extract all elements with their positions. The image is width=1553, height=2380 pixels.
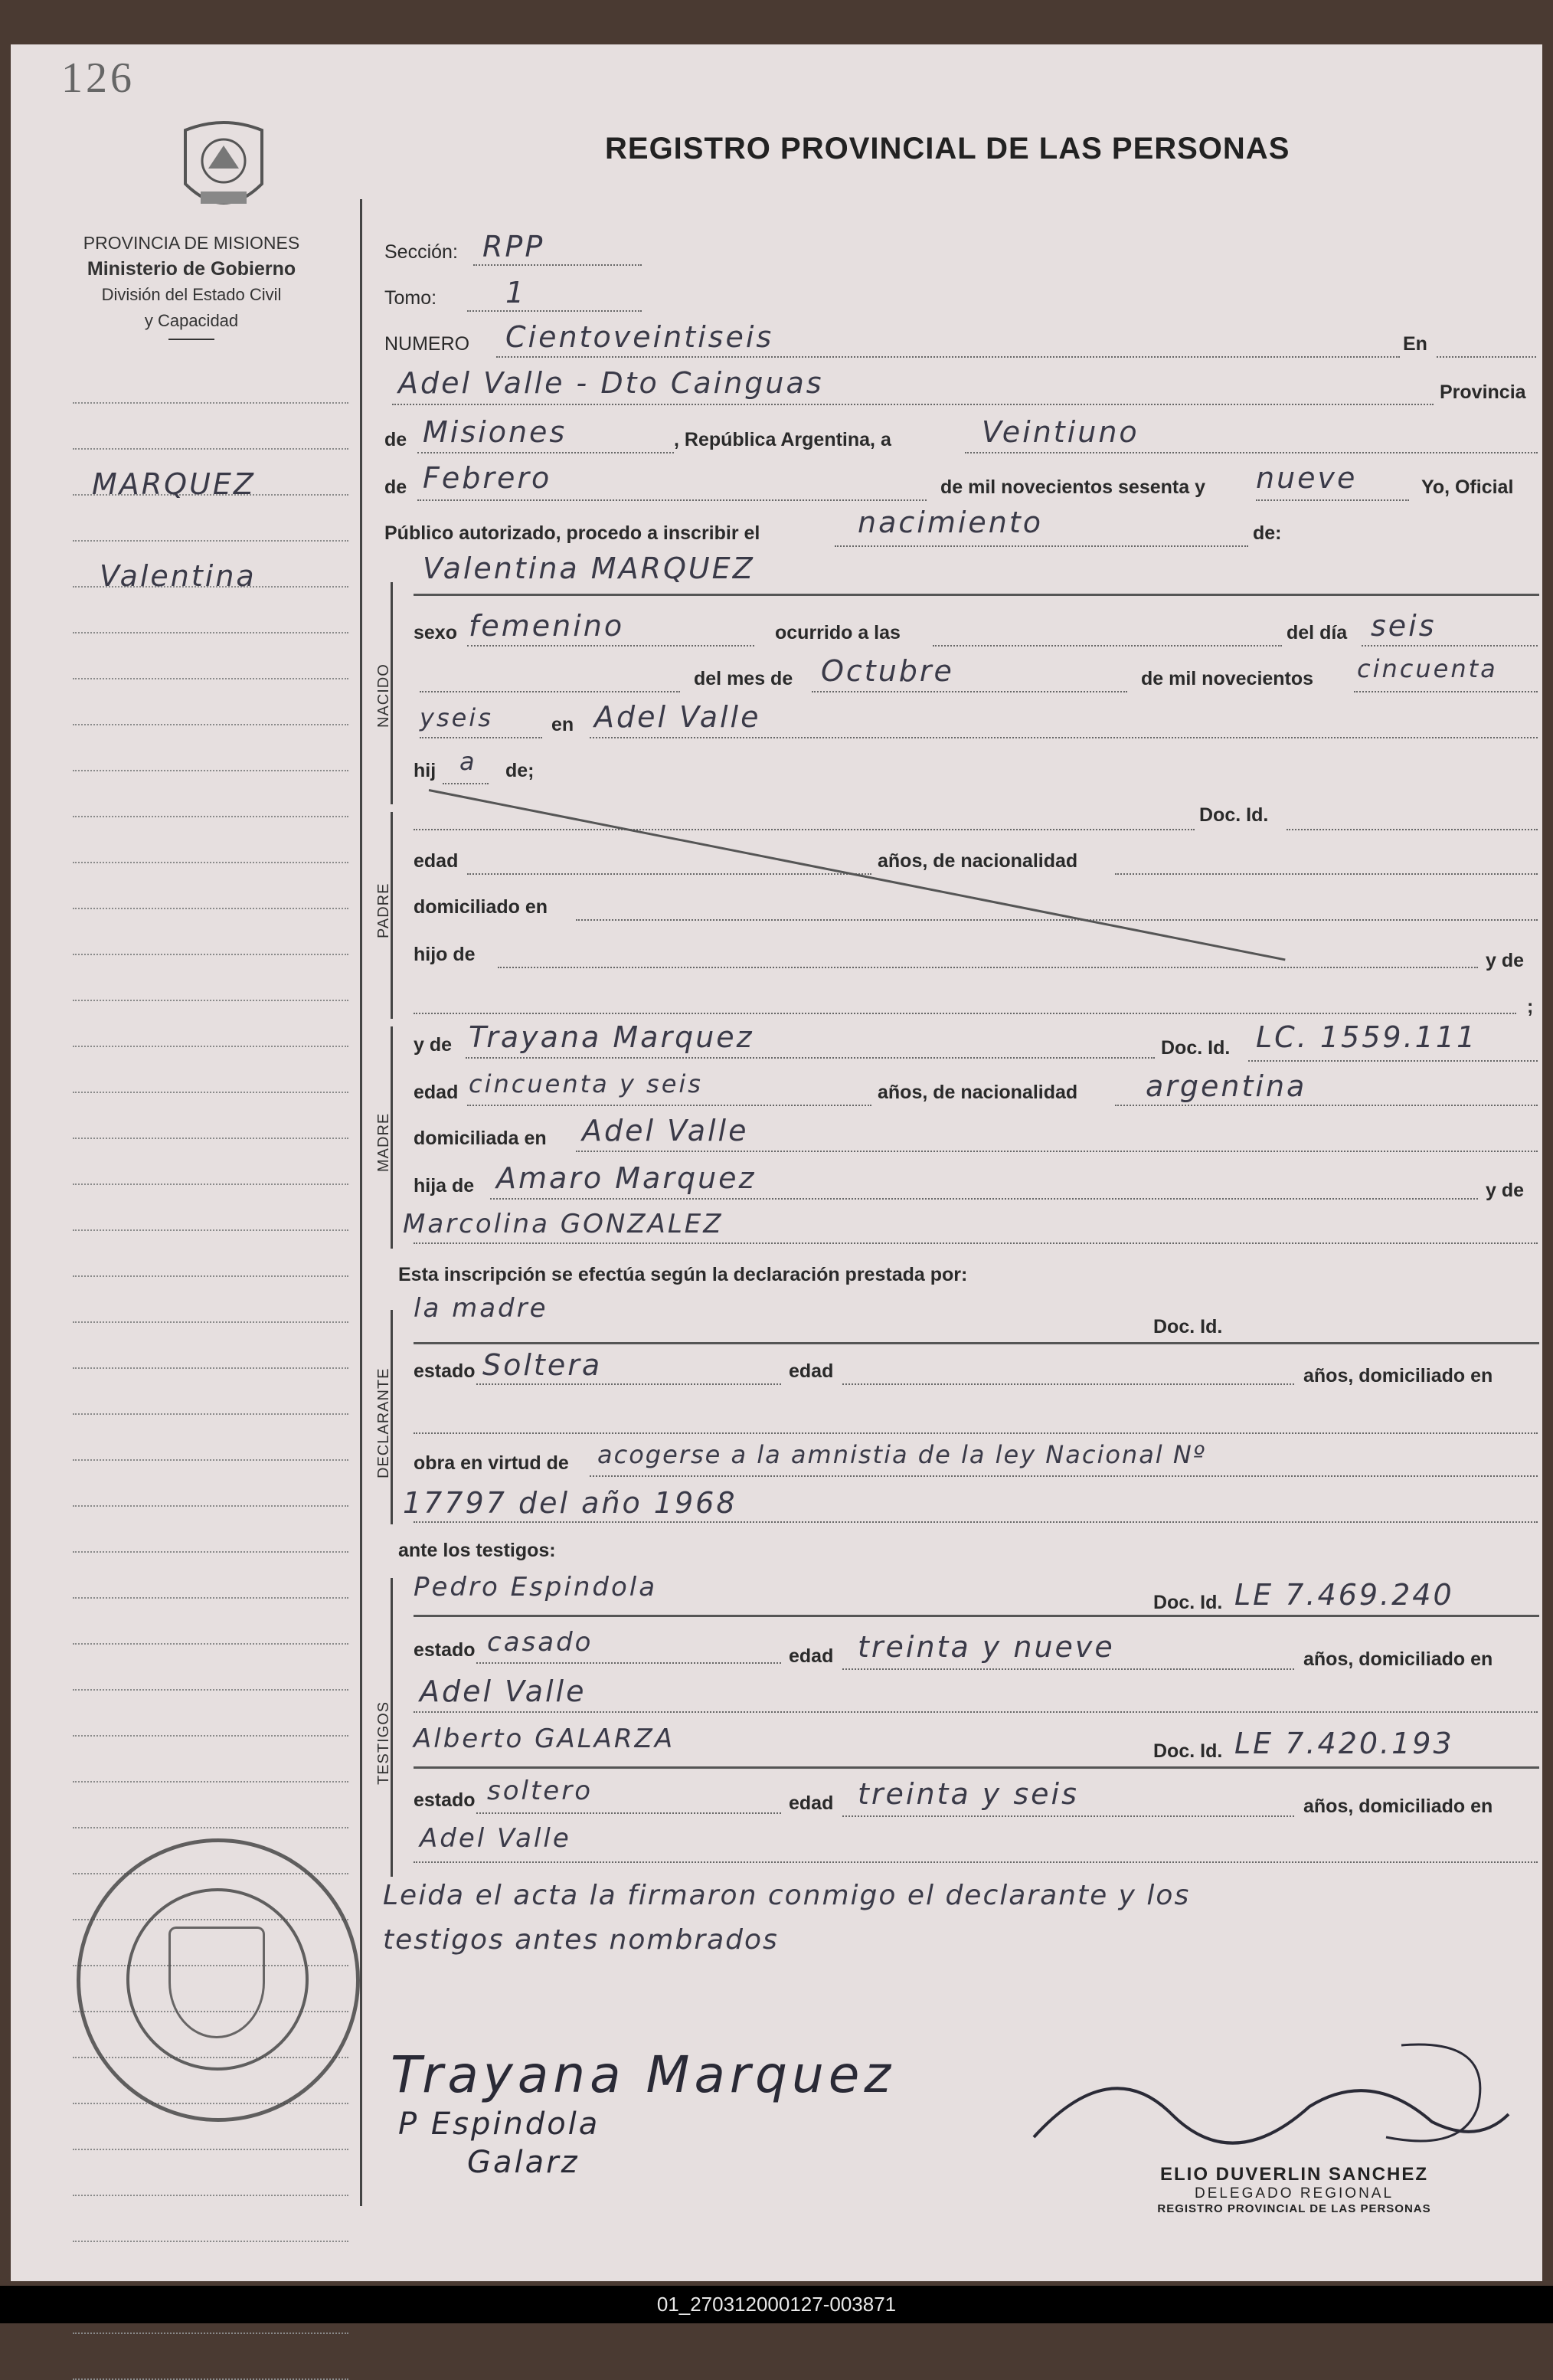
label-en2: en <box>551 714 574 735</box>
margin-rule-line <box>73 1735 348 1737</box>
label-testigo2-estado: estado <box>414 1789 476 1811</box>
label-declarante-anos: años, domiciliado en <box>1303 1365 1493 1386</box>
label-ocurrido: ocurrido a las <box>775 622 901 643</box>
value-lugar: Adel Valle - Dto Cainguas <box>398 366 824 400</box>
dots-padre-nac <box>1115 873 1538 875</box>
value-lugar-nac: Adel Valle <box>594 700 761 734</box>
value-madre-dom: Adel Valle <box>582 1114 749 1147</box>
dots-sexo <box>467 645 754 647</box>
dots-hij <box>443 783 489 784</box>
section-nacido: NACIDO <box>375 663 392 728</box>
signature-official-icon <box>1018 2022 1524 2175</box>
section-testigos: TESTIGOS <box>375 1701 392 1785</box>
dots-anio-inscripcion <box>1256 499 1409 501</box>
margin-rule-line <box>73 1138 348 1139</box>
margin-rule-line <box>73 1000 348 1001</box>
margin-rule-line <box>73 770 348 771</box>
label-en: En <box>1403 333 1427 355</box>
margin-rule-line <box>73 1643 348 1645</box>
margin-rule-line <box>73 1551 348 1553</box>
dots-declarante-edad <box>842 1383 1294 1385</box>
department-header <box>46 230 337 345</box>
value-mes-inscripcion: Febrero <box>423 461 552 495</box>
dots-testigo2-dom <box>414 1861 1538 1863</box>
margin-rule-line <box>73 678 348 679</box>
dots-madre-abuela <box>414 1242 1538 1244</box>
label-padre-dom: domiciliado en <box>414 896 548 918</box>
closing-line-1: Leida el acta la firmaron conmigo el declarante y los <box>383 1880 1191 1911</box>
official-name: ELIO DUVERLIN SANCHEZ <box>1159 2164 1428 2185</box>
label-padre-semicolon: ; <box>1527 996 1534 1017</box>
dots-testigo2-edad <box>842 1815 1294 1817</box>
value-sexo: femenino <box>469 609 625 643</box>
margin-rule-line <box>73 2195 348 2196</box>
margin-rule-line <box>73 2149 348 2150</box>
label-testigo1-edad: edad <box>789 1645 834 1667</box>
section-declarante: DECLARANTE <box>375 1367 392 1478</box>
dots-madre-nac <box>1115 1105 1538 1106</box>
label-testigo1-estado: estado <box>414 1639 476 1661</box>
margin-rule-line <box>73 1597 348 1599</box>
margin-rule-line <box>73 1321 348 1323</box>
value-hij: a <box>459 747 477 776</box>
label-declarante-doc: Doc. Id. <box>1153 1316 1223 1337</box>
margin-rule-line <box>73 954 348 955</box>
value-anio-inscripcion: nueve <box>1256 461 1358 495</box>
value-mes: Octubre <box>821 654 954 688</box>
value-provincia: Misiones <box>423 415 567 449</box>
value-testigo2-edad: treinta y seis <box>858 1777 1079 1811</box>
value-madre-nac: argentina <box>1146 1069 1307 1103</box>
value-anio: cincuenta <box>1357 654 1498 683</box>
value-testigo2-estado: soltero <box>487 1776 593 1806</box>
value-testigo1-dom: Adel Valle <box>420 1675 587 1708</box>
value-madre-nombre: Trayana Marquez <box>469 1020 754 1054</box>
value-dia-inscripcion: Veintiuno <box>982 415 1139 449</box>
value-seccion: RPP <box>482 230 545 264</box>
dots-hora <box>933 645 1282 647</box>
section-madre: MADRE <box>375 1112 392 1172</box>
label-de2: de <box>384 476 407 498</box>
dots-seccion <box>473 264 642 266</box>
label-hij: hij <box>414 760 436 781</box>
label-seccion: Sección: <box>384 241 458 263</box>
value-nombre: Valentina MARQUEZ <box>423 552 755 585</box>
dots-anio <box>1354 691 1538 692</box>
official-org: REGISTRO PROVINCIAL DE LAS PERSONAS <box>1157 2202 1431 2215</box>
signature-testigo1: P Espindola <box>398 2107 600 2142</box>
margin-rule-line <box>73 908 348 909</box>
dots-padre-hijo <box>498 967 1478 968</box>
line-testigo1 <box>414 1615 1539 1617</box>
label-testigo2-anos: años, domiciliado en <box>1303 1796 1493 1817</box>
dots-madre-dom <box>576 1151 1538 1152</box>
margin-rule-line <box>73 862 348 863</box>
dots-madre-nombre <box>466 1057 1155 1059</box>
margin-surname: MARQUEZ <box>92 467 256 501</box>
label-testigo2-edad: edad <box>789 1792 834 1814</box>
dots-obra-2 <box>414 1521 1538 1523</box>
dept-ministry: Ministerio de Gobierno <box>87 258 296 280</box>
dept-division: División del Estado Civil <box>101 285 282 304</box>
value-numero: Cientoveintiseis <box>505 320 774 354</box>
label-declaracion: Esta inscripción se efectúa según la declaración prestada por: <box>398 1264 968 1285</box>
label-del-dia: del día <box>1287 622 1348 643</box>
label-mil-novecientos: de mil novecientos <box>1141 668 1314 689</box>
dots-padre-dom <box>576 919 1538 921</box>
dots-lugar-nac <box>590 737 1538 738</box>
value-dia: seis <box>1371 609 1437 643</box>
margin-rule-line <box>73 1367 348 1369</box>
dots-numero <box>496 356 1400 358</box>
dots-en <box>1437 356 1536 358</box>
label-madre-y-de: y de <box>414 1034 453 1056</box>
value-declarante-estado: Soltera <box>482 1348 603 1382</box>
dots-mes-inscripcion <box>417 499 927 501</box>
dots-madre-doc <box>1248 1060 1538 1062</box>
dots-padre-edad <box>467 873 871 875</box>
label-mil-sesenta: de mil novecientos sesenta y <box>940 476 1205 498</box>
dots-mes <box>812 691 1127 692</box>
label-ante-testigos: ante los testigos: <box>398 1540 556 1561</box>
dots-lugar <box>392 404 1434 405</box>
signature-testigo2: Galarz <box>467 2145 580 2180</box>
margin-rule-line <box>73 2241 348 2242</box>
label-madre-hija: hija de <box>414 1175 475 1197</box>
margin-name: Valentina <box>100 559 257 593</box>
dots-dia-inscripcion <box>965 452 1538 453</box>
label-madre-dom: domiciliada en <box>414 1128 547 1149</box>
label-padre-hijo: hijo de <box>414 944 476 965</box>
dots-declarante-dom <box>414 1432 1538 1434</box>
label-madre-edad: edad <box>414 1082 459 1103</box>
label-de-colon: de: <box>1253 522 1282 544</box>
dots-declarante-estado <box>476 1383 781 1385</box>
dots-acto <box>835 545 1248 547</box>
dots-padre-abuela <box>414 1013 1516 1014</box>
label-obra: obra en virtud de <box>414 1452 569 1474</box>
line-nombre <box>414 594 1539 596</box>
label-republica: , República Argentina, a <box>674 429 891 450</box>
province-seal-icon <box>178 115 270 222</box>
value-testigo1-estado: casado <box>487 1627 593 1658</box>
value-testigo2-dom: Adel Valle <box>420 1823 571 1854</box>
value-obra-1: acogerse a la amnistia de la ley Nacional Nº <box>597 1440 1206 1469</box>
value-testigo1-edad: treinta y nueve <box>858 1630 1115 1664</box>
dots-obra <box>590 1475 1538 1477</box>
dots-testigo1-estado <box>476 1662 781 1664</box>
dots-madre-hija <box>490 1198 1478 1200</box>
margin-rule-line <box>73 540 348 542</box>
dots-anio-cont <box>420 737 542 738</box>
closing-line-2: testigos antes nombrados <box>383 1924 779 1956</box>
dots-pre-mes <box>420 691 680 692</box>
line-declarante <box>414 1342 1539 1344</box>
dots-testigo1-dom <box>414 1711 1538 1713</box>
value-testigo2: Alberto GALARZA <box>414 1724 675 1754</box>
label-madre-y-de2: y de <box>1486 1180 1525 1201</box>
official-signature-block <box>1103 2164 1486 2215</box>
value-testigo1-doc: LE 7.469.240 <box>1234 1578 1454 1612</box>
dots-testigo1-edad <box>842 1668 1294 1670</box>
dots-padre-doc <box>1287 829 1538 830</box>
value-obra-2: 17797 del año 1968 <box>403 1486 737 1520</box>
margin-rule-line <box>73 1459 348 1461</box>
label-declarante-edad: edad <box>789 1360 834 1382</box>
value-testigo2-doc: LE 7.420.193 <box>1234 1727 1454 1760</box>
margin-rule-line <box>73 816 348 817</box>
dots-padre-nombre <box>414 829 1195 830</box>
label-padre-y-de: y de <box>1486 950 1525 971</box>
label-tomo: Tomo: <box>384 287 437 309</box>
margin-rule-line <box>73 1781 348 1783</box>
label-declarante-estado: estado <box>414 1360 476 1382</box>
official-stamp <box>77 1838 360 2122</box>
label-yo-oficial: Yo, Oficial <box>1421 476 1514 498</box>
label-madre-doc: Doc. Id. <box>1161 1037 1231 1059</box>
label-numero: NUMERO <box>384 333 470 355</box>
margin-rule-line <box>73 1092 348 1093</box>
margin-rule-line <box>73 1413 348 1415</box>
margin-rule-line <box>73 1275 348 1277</box>
dots-madre-edad <box>467 1105 871 1106</box>
label-testigo2-doc: Doc. Id. <box>1153 1740 1223 1762</box>
label-de: de <box>384 429 407 450</box>
official-role: DELEGADO REGIONAL <box>1194 2185 1394 2202</box>
margin-divider <box>360 199 362 2206</box>
margin-rule-line <box>73 448 348 450</box>
signature-madre: Trayana Marquez <box>391 2045 896 2104</box>
value-acto: nacimiento <box>858 506 1044 539</box>
page-title: REGISTRO PROVINCIAL DE LAS PERSONAS <box>605 132 1290 165</box>
value-madre-edad: cincuenta y seis <box>469 1069 703 1098</box>
dept-capacity: y Capacidad <box>144 311 239 330</box>
line-testigo2 <box>414 1766 1539 1769</box>
margin-rule-line <box>73 632 348 633</box>
stamp-coat-of-arms-icon <box>168 1927 265 2038</box>
margin-rule-line <box>73 1046 348 1047</box>
dots-dia <box>1362 645 1538 647</box>
value-testigo1: Pedro Espindola <box>414 1572 658 1602</box>
label-de-semi: de; <box>505 760 535 781</box>
label-publico: Público autorizado, procedo a inscribir el <box>384 522 760 544</box>
dept-province: PROVINCIA DE MISIONES <box>83 233 300 253</box>
dots-tomo <box>467 310 642 312</box>
margin-rule-line <box>73 1827 348 1828</box>
margin-rule-line <box>73 1229 348 1231</box>
value-madre-madre: Marcolina GONZALEZ <box>403 1209 724 1239</box>
margin-rule-line <box>73 1689 348 1691</box>
label-padre-edad: edad <box>414 850 459 872</box>
margin-rule-line <box>73 724 348 725</box>
dots-provincia <box>417 452 674 453</box>
label-provincia: Provincia <box>1440 381 1526 403</box>
margin-rule-line <box>73 1183 348 1185</box>
dots-testigo2-estado <box>476 1812 781 1814</box>
margin-rule-line <box>73 402 348 404</box>
label-testigo1-doc: Doc. Id. <box>1153 1592 1223 1613</box>
label-padre-nac: años, de nacionalidad <box>878 850 1078 872</box>
label-testigo1-anos: años, domiciliado en <box>1303 1648 1493 1670</box>
label-del-mes: del mes de <box>694 668 793 689</box>
dept-rule <box>168 339 214 340</box>
section-padre: PADRE <box>375 882 392 938</box>
label-madre-nac: años, de nacionalidad <box>878 1082 1078 1103</box>
page-number: 126 <box>61 54 135 102</box>
margin-rule-line <box>73 2333 348 2334</box>
value-madre-doc: LC. 1559.111 <box>1256 1020 1478 1054</box>
label-padre-doc: Doc. Id. <box>1199 804 1269 826</box>
value-madre-padre: Amaro Marquez <box>496 1161 757 1195</box>
value-tomo: 1 <box>505 276 527 309</box>
margin-rule-line <box>73 1505 348 1507</box>
image-caption: 01_270312000127-003871 <box>0 2286 1553 2323</box>
value-anio-cont: yseis <box>420 703 493 732</box>
label-sexo: sexo <box>414 622 457 643</box>
value-declarante: la madre <box>414 1293 548 1324</box>
